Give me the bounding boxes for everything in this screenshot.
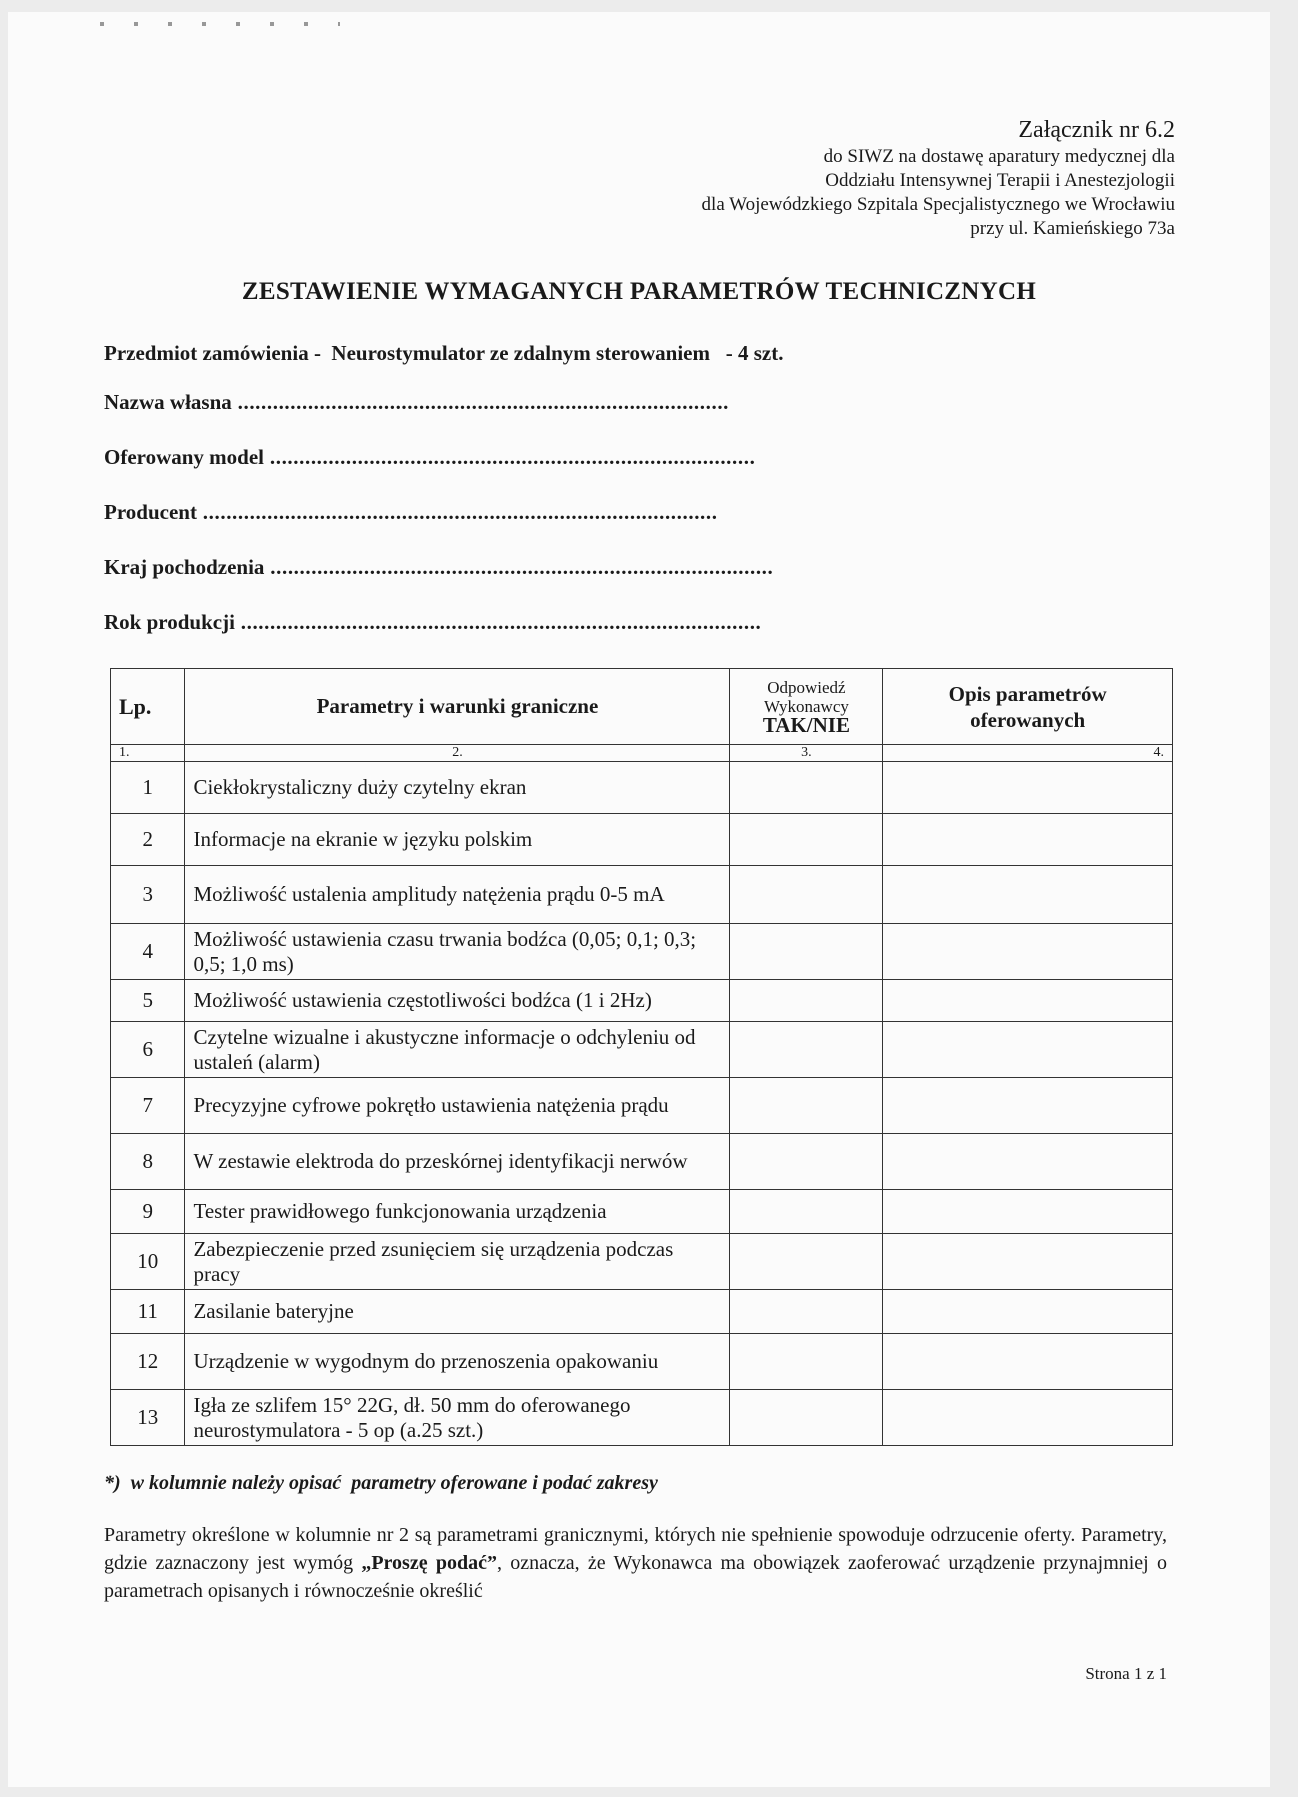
row-description-cell: [883, 924, 1173, 980]
row-parameter: Precyzyjne cyfrowe pokrętło ustawienia natężenia prądu: [185, 1078, 730, 1134]
col-num-3: 3.: [730, 745, 883, 762]
header-response-line3: TAK/NIE: [762, 713, 850, 737]
row-parameter: Zabezpieczenie przed zsunięciem się urządzenia podczas pracy: [185, 1234, 730, 1290]
row-parameter: W zestawie elektroda do przeskórnej identyfikacji nerwów: [185, 1134, 730, 1190]
col-num-1: 1.: [111, 745, 185, 762]
document-page: [8, 12, 1270, 1787]
row-response-cell: [730, 1390, 883, 1446]
row-description-cell: [883, 1234, 1173, 1290]
row-number: 6: [111, 1022, 185, 1078]
table-row: [111, 1234, 1173, 1290]
field-kraj: [104, 555, 773, 580]
document-title: ZESTAWIENIE WYMAGANYCH PARAMETRÓW TECHNICZNYCH: [241, 278, 1037, 305]
row-response-cell: [730, 924, 883, 980]
row-response-cell: [730, 762, 883, 814]
row-parameter: Igła ze szlifem 15° 22G, dł. 50 mm do oferowanego neurostymulatora - 5 op (a.25 szt.): [185, 1390, 730, 1446]
row-response-cell: [730, 1078, 883, 1134]
row-description-cell: [883, 980, 1173, 1022]
row-number: 13: [111, 1390, 185, 1446]
row-description-cell: [883, 1290, 1173, 1334]
header-response-line2: Wykonawcy: [763, 697, 849, 716]
row-response-cell: [730, 1234, 883, 1290]
header-parameters: Parametry i warunki graniczne: [185, 669, 730, 745]
row-response-cell: [730, 866, 883, 924]
scan-speckle: [100, 22, 340, 26]
row-description-cell: [883, 1078, 1173, 1134]
row-description-cell: [883, 1390, 1173, 1446]
table-row: [111, 1078, 1173, 1134]
row-parameter: Możliwość ustawienia czasu trwania bodźca (0,05; 0,1; 0,3; 0,5; 1,0 ms): [185, 924, 730, 980]
field-model: [104, 445, 755, 470]
row-parameter: Zasilanie bateryjne: [185, 1290, 730, 1334]
row-parameter: Urządzenie w wygodnym do przenoszenia opakowaniu: [185, 1334, 730, 1390]
row-description-cell: [883, 1134, 1173, 1190]
row-description-cell: [883, 1022, 1173, 1078]
row-response-cell: [730, 980, 883, 1022]
annex-number: Załącznik nr 6.2: [1018, 117, 1175, 143]
field-kraj-label: Kraj pochodzenia: [104, 555, 265, 579]
row-number: 4: [111, 924, 185, 980]
field-nazwa: [104, 390, 729, 415]
table-row: [111, 814, 1173, 866]
page-number: Strona 1 z 1: [1085, 1664, 1167, 1683]
header-lp: Lp.: [111, 669, 185, 745]
row-number: 9: [111, 1190, 185, 1234]
row-number: 3: [111, 866, 185, 924]
table-row: [111, 924, 1173, 980]
table-row: [111, 980, 1173, 1022]
order-subject: Przedmiot zamówienia - Neurostymulator ze zdalnym sterowaniem - 4 szt.: [104, 341, 784, 365]
row-number: 10: [111, 1234, 185, 1290]
header-description-line2: oferowanych: [970, 707, 1086, 732]
table-row: [111, 1134, 1173, 1190]
row-description-cell: [883, 762, 1173, 814]
header-response-line1: Odpowiedź: [767, 678, 846, 697]
row-response-cell: [730, 1022, 883, 1078]
paragraph-part-2: , oznacza, że Wykonawca ma obowiązek zaoferować urządzenie przynajmniej o parametrach opisanych i równocześnie określić: [104, 1552, 1167, 1602]
field-producent-label: Producent: [104, 500, 197, 524]
table-row: [111, 1290, 1173, 1334]
col-num-2: 2.: [185, 745, 730, 762]
row-parameter: Możliwość ustawienia częstotliwości bodźca (1 i 2Hz): [185, 980, 730, 1022]
table-row: [111, 1390, 1173, 1446]
table-row: [111, 762, 1173, 814]
field-producent: [104, 500, 718, 525]
row-number: 11: [111, 1290, 185, 1334]
header-response: [730, 669, 883, 745]
annex-line-3: dla Wojewódzkiego Szpitala Specjalistycznego we Wrocławiu: [701, 194, 1175, 215]
paragraph-part-1: Parametry określone w kolumnie nr 2 są parametrami granicznymi, których nie spełnienie spowoduje odrzucenie oferty. Parametry, gdzie zaznaczony jest wymóg: [104, 1524, 1167, 1574]
field-rok-label: Rok produkcji: [104, 610, 235, 634]
row-number: 12: [111, 1334, 185, 1390]
table-row: [111, 1334, 1173, 1390]
field-rok: [104, 610, 761, 635]
field-model-dots: ...................................................................................: [264, 445, 756, 469]
annex-line-1: do SIWZ na dostawę aparatury medycznej dla: [823, 146, 1175, 167]
row-number: 8: [111, 1134, 185, 1190]
table-footnote: *) w kolumnie należy opisać parametry oferowane i podać zakresy: [104, 1472, 658, 1494]
row-number: 1: [111, 762, 185, 814]
col-num-4: 4.: [883, 745, 1173, 762]
paragraph-emphasis: „Proszę podać”: [361, 1552, 497, 1574]
row-parameter: Informacje na ekranie w języku polskim: [185, 814, 730, 866]
row-parameter: Tester prawidłowego funkcjonowania urządzenia: [185, 1190, 730, 1234]
header-description: [883, 669, 1173, 745]
header-description-line1: Opis parametrów: [948, 681, 1107, 706]
row-description-cell: [883, 1190, 1173, 1234]
field-producent-dots: ........................................................................................: [196, 500, 718, 524]
table-row: [111, 1022, 1173, 1078]
row-parameter: Czytelne wizualne i akustyczne informacje o odchyleniu od ustaleń (alarm): [185, 1022, 730, 1078]
column-number-row: [111, 745, 1173, 762]
row-parameter: Możliwość ustalenia amplitudy natężenia prądu 0-5 mA: [185, 866, 730, 924]
row-response-cell: [730, 1134, 883, 1190]
table-header-row: [111, 669, 1173, 745]
row-response-cell: [730, 1290, 883, 1334]
row-response-cell: [730, 1190, 883, 1234]
annex-line-2: Oddziału Intensywnej Terapii i Anestezjologii: [825, 170, 1175, 191]
table-row: [111, 866, 1173, 924]
field-nazwa-label: Nazwa własna: [104, 390, 232, 414]
field-model-label: Oferowany model: [104, 445, 265, 469]
field-rok-dots: .........................................................................................: [234, 610, 762, 634]
row-number: 2: [111, 814, 185, 866]
annex-header: [702, 115, 1175, 241]
row-parameter: Ciekłokrystaliczny duży czytelny ekran: [185, 762, 730, 814]
row-number: 5: [111, 980, 185, 1022]
annex-line-4: przy ul. Kamieńskiego 73a: [970, 218, 1175, 239]
row-description-cell: [883, 866, 1173, 924]
conditions-paragraph: [104, 1521, 1167, 1605]
requirements-table: [110, 668, 1173, 1446]
row-description-cell: [883, 814, 1173, 866]
row-response-cell: [730, 1334, 883, 1390]
row-number: 7: [111, 1078, 185, 1134]
field-kraj-dots: ......................................................................................: [264, 555, 774, 579]
row-description-cell: [883, 1334, 1173, 1390]
row-response-cell: [730, 814, 883, 866]
field-nazwa-dots: ....................................................................................: [231, 390, 730, 414]
table-row: [111, 1190, 1173, 1234]
